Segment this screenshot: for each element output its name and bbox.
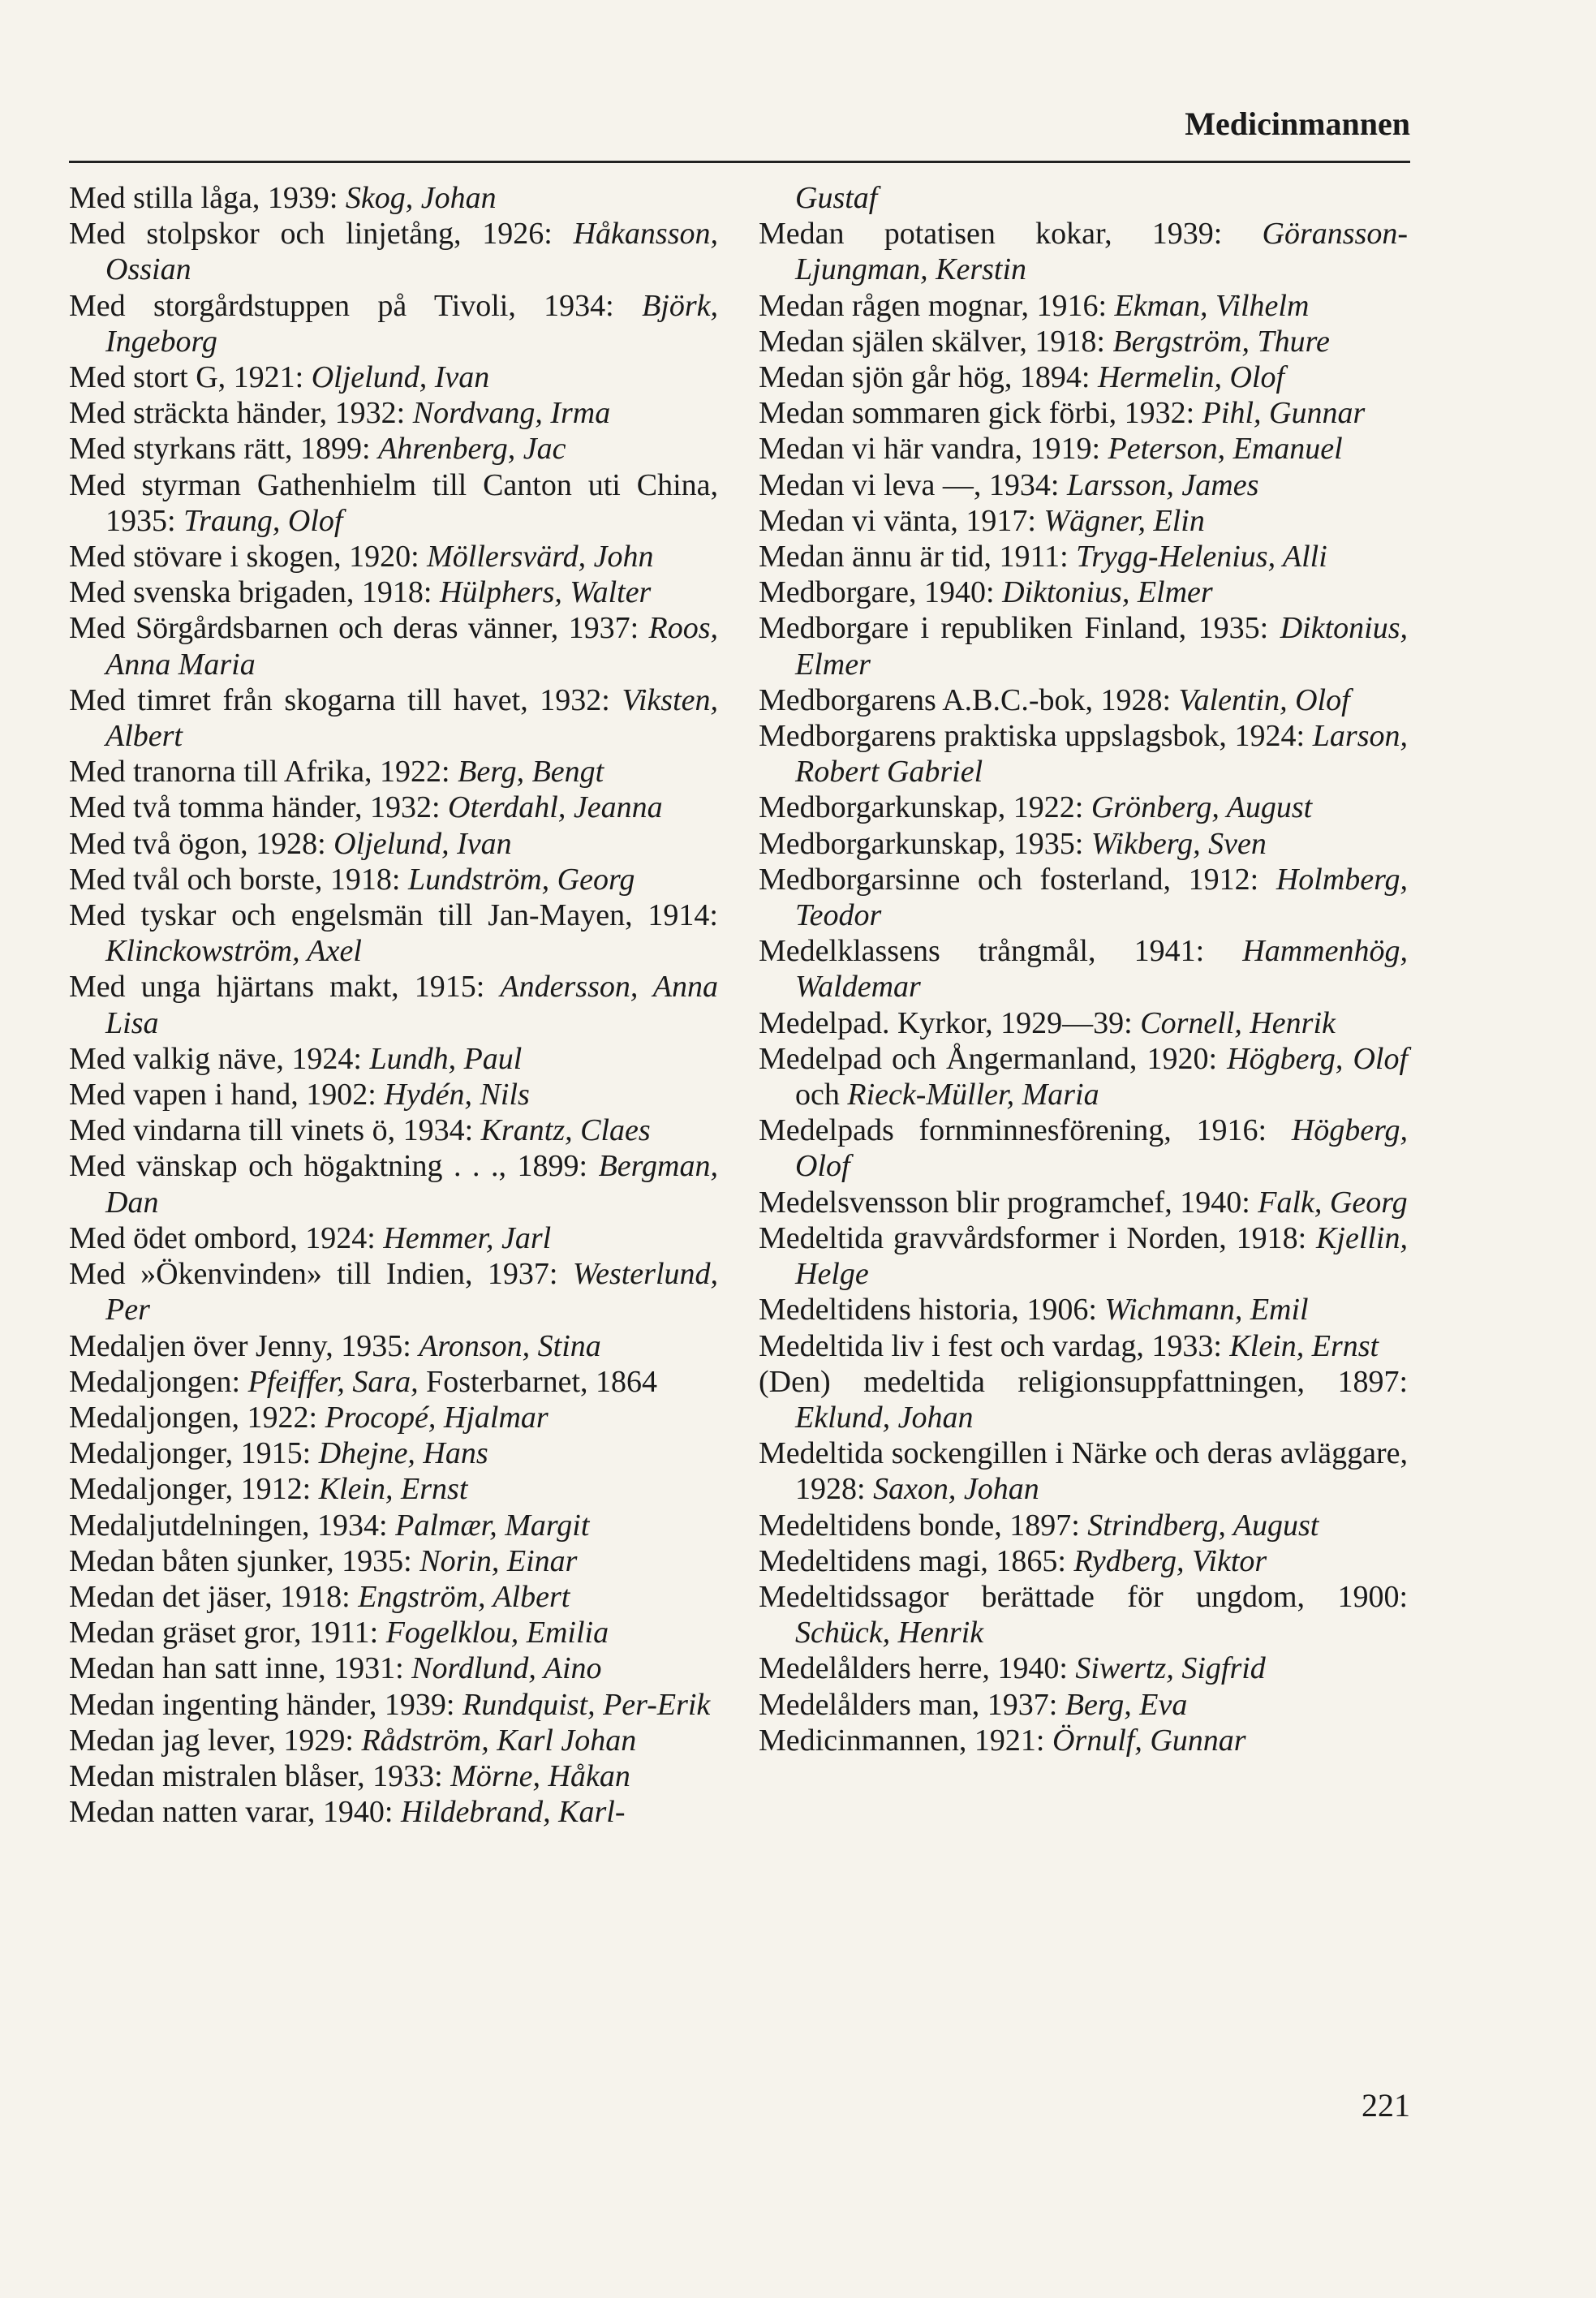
entry-author: Pfeiffer, Sara, [247, 1364, 419, 1399]
index-entry [69, 467, 718, 539]
entry-author: Diktonius, Elmer [1002, 575, 1213, 610]
index-entry [759, 610, 1408, 682]
entry-author: Hildebrand, Karl- [400, 1795, 626, 1830]
right-column [759, 180, 1408, 1758]
entry-title: Medan sommaren gick förbi, 1932: [759, 396, 1202, 431]
entry-title: Med stort G, 1921: [69, 360, 312, 395]
entry-title: Med tranorna till Afrika, 1922: [69, 755, 458, 790]
index-entry [759, 1650, 1408, 1686]
entry-title: Med storgårdstuppen på Tivoli, 1934: [69, 288, 643, 323]
entry-title: Medan potatisen kokar, 1939: [759, 217, 1263, 252]
index-entry [69, 395, 718, 431]
entry-title: Medan natten varar, 1940: [69, 1795, 401, 1830]
index-entry [759, 324, 1408, 359]
entry-title: Med vapen i hand, 1902: [69, 1078, 385, 1112]
entry-author: Saxon, Johan [873, 1472, 1039, 1507]
entry-title: Medeltida gravvårdsformer i Norden, 1918: [759, 1220, 1317, 1255]
entry-author: Krantz, Claes [480, 1113, 651, 1148]
entry-title: Medan vi leva —, 1934: [759, 467, 1067, 502]
entry-title: Med ödet ombord, 1924: [69, 1220, 384, 1255]
entry-title: Medeltidssagor berättade för ungdom, 1900: [759, 1579, 1408, 1614]
index-entry [759, 1687, 1408, 1723]
index-entry [759, 933, 1408, 1005]
entry-title: Medan ännu är tid, 1911: [759, 540, 1077, 574]
index-entry [759, 503, 1408, 539]
index-entry [69, 1579, 718, 1615]
entry-author: Hemmer, Jarl [383, 1220, 552, 1255]
index-entry [759, 1508, 1408, 1543]
entry-title: Medborgare i republiken Finland, 1935: [759, 611, 1280, 646]
entry-author: Wichmann, Emil [1104, 1293, 1309, 1328]
index-entry [69, 1508, 718, 1543]
entry-author: Gustaf [795, 181, 878, 215]
index-entry [759, 1328, 1408, 1364]
index-entry [69, 969, 718, 1040]
index-entry [759, 1041, 1408, 1112]
entry-author: Dhejne, Hans [318, 1436, 488, 1471]
entry-title: Med styrman Gathenhielm till Canton uti China, 1935: [69, 467, 718, 538]
index-entry [759, 1185, 1408, 1220]
entry-title: Medeltida liv i fest och vardag, 1933: [759, 1328, 1230, 1363]
index-entry [69, 1543, 718, 1579]
entry-author: Palmær, Margit [395, 1508, 590, 1543]
entry-title: Medan själen skälver, 1918: [759, 324, 1113, 359]
entry-author: Oterdahl, Jeanna [448, 790, 663, 825]
index-entry [759, 288, 1408, 324]
index-entry [759, 1543, 1408, 1579]
index-entry [759, 539, 1408, 574]
entry-author: Roos, Anna Maria [105, 611, 718, 682]
entry-author: Larsson, James [1066, 467, 1259, 502]
index-entry [69, 431, 718, 467]
entry-title: Medan gräset gror, 1911: [69, 1616, 386, 1650]
entry-author: Oljelund, Ivan [333, 826, 512, 861]
index-entry [69, 1687, 718, 1723]
index-entry [759, 395, 1408, 431]
index-entry [69, 539, 718, 574]
entry-title: Medaljonger, 1912: [69, 1472, 319, 1507]
entry-title: Medan båten sjunker, 1935: [69, 1543, 420, 1578]
index-entry [759, 431, 1408, 467]
index-entry [69, 1471, 718, 1507]
entry-title: Medelpads fornminnesförening, 1916: [759, 1113, 1292, 1148]
entry-title: Medan vi här vandra, 1919: [759, 432, 1108, 467]
entry-author: Hammenhög, Waldemar [795, 934, 1408, 1005]
entry-title: Medan det jäser, 1918: [69, 1579, 359, 1614]
index-entry [69, 216, 718, 287]
entry-author: Strindberg, August [1087, 1508, 1319, 1543]
entry-author: Nordlund, Aino [411, 1651, 602, 1686]
entry-title: Medaljongen, 1922: [69, 1400, 325, 1435]
entry-author: Oljelund, Ivan [311, 360, 490, 395]
index-entry [69, 1220, 718, 1256]
entry-title: Medeltida sockengillen i Närke och deras avläggare, 1928: [759, 1436, 1408, 1507]
entry-author: Mörne, Håkan [450, 1758, 630, 1793]
index-entry [759, 1723, 1408, 1758]
index-entry [69, 1794, 718, 1830]
entry-author: Rådström, Karl Johan [361, 1723, 637, 1758]
entry-title: Med vänskap och högaktning . . ., 1899: [69, 1149, 599, 1184]
entry-title: Medborgarkunskap, 1922: [759, 790, 1091, 825]
entry-author: Ahrenberg, Jac [378, 432, 566, 467]
entry-title: Medaljongen: [69, 1364, 248, 1399]
index-entry [759, 1579, 1408, 1650]
index-entry [69, 1758, 718, 1794]
entry-author: Göransson-Ljungman, Kerstin [795, 217, 1408, 287]
entry-author: Andersson, Anna Lisa [105, 970, 719, 1040]
entry-title: Medelpad och Ångermanland, 1920: [759, 1041, 1228, 1076]
index-entry [69, 574, 718, 610]
entry-title: Medan rågen mognar, 1916: [759, 288, 1115, 323]
entry-title: Medelålders man, 1937: [759, 1687, 1065, 1722]
index-entry [759, 718, 1408, 790]
entry-title: Medan ingenting händer, 1939: [69, 1687, 462, 1722]
index-entry [759, 1220, 1408, 1292]
entry-author: Kjellin, Helge [795, 1220, 1408, 1292]
index-entry [759, 359, 1408, 395]
entry-author: Westerlund, Per [105, 1257, 718, 1328]
index-entry [69, 359, 718, 395]
entry-extra: och [795, 1078, 848, 1112]
entry-author: Procopé, Hjalmar [325, 1400, 548, 1435]
entry-author: Klein, Ernst [318, 1472, 468, 1507]
entry-author: Berg, Eva [1065, 1687, 1188, 1722]
entry-author: Rieck-Müller, Maria [847, 1078, 1099, 1112]
entry-title: Med svenska brigaden, 1918: [69, 575, 440, 610]
entry-author: Wägner, Elin [1043, 503, 1205, 538]
entry-author: Norin, Einar [419, 1543, 578, 1578]
entry-author: Örnulf, Gunnar [1052, 1723, 1246, 1758]
index-entry [759, 1364, 1408, 1435]
index-entry [69, 1041, 718, 1077]
entry-author: Bergman, Dan [105, 1149, 718, 1220]
index-entry [69, 826, 718, 862]
entry-title: Medelålders herre, 1940: [759, 1651, 1076, 1686]
entry-author: Cornell, Henrik [1140, 1005, 1336, 1040]
entry-title: Medan mistralen blåser, 1933: [69, 1758, 451, 1793]
entry-author: Högberg, Olof [795, 1113, 1408, 1184]
index-entry [759, 826, 1408, 862]
entry-title: Medaljutdelningen, 1934: [69, 1508, 396, 1543]
entry-author: Fogelklou, Emilia [385, 1616, 609, 1650]
entry-author: Schück, Henrik [795, 1616, 984, 1650]
page-number: 221 [1362, 2087, 1410, 2124]
index-entry [759, 1112, 1408, 1184]
entry-author: Traung, Olof [183, 503, 343, 538]
entry-title: Medeltidens magi, 1865: [759, 1543, 1074, 1578]
left-column [69, 180, 718, 1830]
index-entry [759, 790, 1408, 825]
entry-title: Medaljonger, 1915: [69, 1436, 319, 1471]
entry-title: Med »Ökenvinden» till Indien, 1937: [69, 1257, 573, 1292]
index-entry [759, 1435, 1408, 1507]
entry-author: Lundström, Georg [407, 862, 635, 897]
entry-title: Medborgarkunskap, 1935: [759, 826, 1091, 861]
entry-title: Medborgare, 1940: [759, 575, 1003, 610]
entry-author: Skog, Johan [345, 181, 497, 215]
index-entry [69, 790, 718, 825]
index-entry [759, 180, 1408, 216]
index-entry [69, 1148, 718, 1220]
entry-author: Högberg, Olof [1227, 1041, 1408, 1076]
index-entry [759, 574, 1408, 610]
entry-title: Med två tomma händer, 1932: [69, 790, 449, 825]
index-entry [69, 1723, 718, 1758]
index-entry [69, 288, 718, 359]
entry-title: Medelsvensson blir programchef, 1940: [759, 1185, 1258, 1220]
entry-title: Medeltidens historia, 1906: [759, 1293, 1105, 1328]
entry-title: Med Sörgårdsbarnen och deras vänner, 1937: [69, 611, 649, 646]
entry-author: Lundh, Paul [369, 1041, 523, 1076]
index-entry [69, 897, 718, 969]
entry-title: Medborgarens praktiska uppslagsbok, 1924: [759, 719, 1313, 754]
index-entry [69, 1615, 718, 1650]
index-entry [69, 754, 718, 790]
entry-title: Medan sjön går hög, 1894: [759, 360, 1098, 395]
entry-author: Viksten, Albert [105, 682, 718, 754]
entry-title: Med unga hjärtans makt, 1915: [69, 970, 501, 1005]
header-rule [69, 161, 1410, 163]
entry-author: Peterson, Emanuel [1108, 432, 1343, 467]
entry-author: Falk, Georg [1258, 1185, 1408, 1220]
entry-author: Hermelin, Olof [1097, 360, 1285, 395]
entry-author: Rundquist, Per-Erik [462, 1687, 711, 1722]
index-entry [69, 180, 718, 216]
entry-author: Berg, Bengt [458, 755, 604, 790]
entry-title: Med sträckta händer, 1932: [69, 396, 413, 431]
entry-title: Med timret från skogarna till havet, 1932: [69, 682, 622, 717]
entry-author: Wikberg, Sven [1091, 826, 1267, 861]
entry-extra: Fosterbarnet, 1864 [418, 1364, 658, 1399]
entry-author: Björk, Ingeborg [105, 288, 718, 359]
index-entry [759, 1292, 1408, 1328]
entry-title: Medeltidens bonde, 1897: [759, 1508, 1088, 1543]
entry-author: Eklund, Johan [795, 1400, 974, 1435]
entry-author: Diktonius, Elmer [795, 611, 1408, 682]
entry-author: Möllersvärd, John [427, 540, 654, 574]
index-entry [69, 1400, 718, 1435]
entry-author: Hydén, Nils [384, 1078, 530, 1112]
entry-title: Med styrkans rätt, 1899: [69, 432, 379, 467]
index-entry [69, 1650, 718, 1686]
entry-title: Medan jag lever, 1929: [69, 1723, 362, 1758]
entry-author: Rydberg, Viktor [1073, 1543, 1267, 1578]
entry-author: Grönberg, August [1091, 790, 1313, 825]
entry-author: Klinckowström, Axel [105, 934, 362, 969]
entry-title: Med tvål och borste, 1918: [69, 862, 408, 897]
index-entry [759, 467, 1408, 503]
entry-title: Medborgarens A.B.C.-bok, 1928: [759, 682, 1179, 717]
index-entry [69, 1256, 718, 1328]
entry-author: Valentin, Olof [1178, 682, 1350, 717]
entry-title: Med tyskar och engelsmän till Jan-Mayen, 1914: [69, 898, 718, 933]
entry-author: Engström, Albert [358, 1579, 570, 1614]
entry-author: Siwertz, Sigfrid [1075, 1651, 1266, 1686]
index-entry [759, 682, 1408, 718]
entry-author: Holmberg, Teodor [795, 862, 1408, 933]
index-entry [69, 1077, 718, 1112]
index-entry [69, 1112, 718, 1148]
entry-title: Medicinmannen, 1921: [759, 1723, 1052, 1758]
entry-author: Bergström, Thure [1112, 324, 1330, 359]
index-entry [69, 610, 718, 682]
index-entry [759, 216, 1408, 287]
entry-title: Med valkig näve, 1924: [69, 1041, 370, 1076]
index-entry [69, 862, 718, 897]
entry-title: Medan han satt inne, 1931: [69, 1651, 412, 1686]
index-entry [759, 862, 1408, 933]
entry-title: Medborgarsinne och fosterland, 1912: [759, 862, 1276, 897]
entry-title: (Den) medeltida religionsuppfattningen, 1897: [759, 1364, 1408, 1399]
entry-title: Medelklassens trångmål, 1941: [759, 934, 1243, 969]
entry-author: Nordvang, Irma [412, 396, 611, 431]
entry-author: Hülphers, Walter [439, 575, 652, 610]
entry-author: Pihl, Gunnar [1202, 396, 1366, 431]
entry-title: Med stövare i skogen, 1920: [69, 540, 428, 574]
index-entry [69, 682, 718, 754]
entry-author: Aronson, Stina [419, 1328, 601, 1363]
entry-author: Klein, Ernst [1229, 1328, 1379, 1363]
running-head: Medicinmannen [1185, 105, 1410, 142]
index-entry [69, 1435, 718, 1471]
entry-title: Medaljen över Jenny, 1935: [69, 1328, 419, 1363]
entry-author: Ekman, Vilhelm [1114, 288, 1310, 323]
entry-title: Med stolpskor och linjetång, 1926: [69, 217, 574, 252]
entry-title: Med stilla låga, 1939: [69, 181, 346, 215]
entry-title: Med vindarna till vinets ö, 1934: [69, 1113, 481, 1148]
entry-title: Medelpad. Kyrkor, 1929—39: [759, 1005, 1141, 1040]
index-entry [69, 1364, 718, 1400]
entry-author: Trygg-Helenius, Alli [1076, 540, 1327, 574]
entry-author: Larson, Robert Gabriel [795, 719, 1408, 790]
entry-title: Med två ögon, 1928: [69, 826, 334, 861]
index-entry [759, 1005, 1408, 1041]
entry-author: Håkansson, Ossian [105, 217, 718, 287]
index-entry [69, 1328, 718, 1364]
entry-title: Medan vi vänta, 1917: [759, 503, 1044, 538]
